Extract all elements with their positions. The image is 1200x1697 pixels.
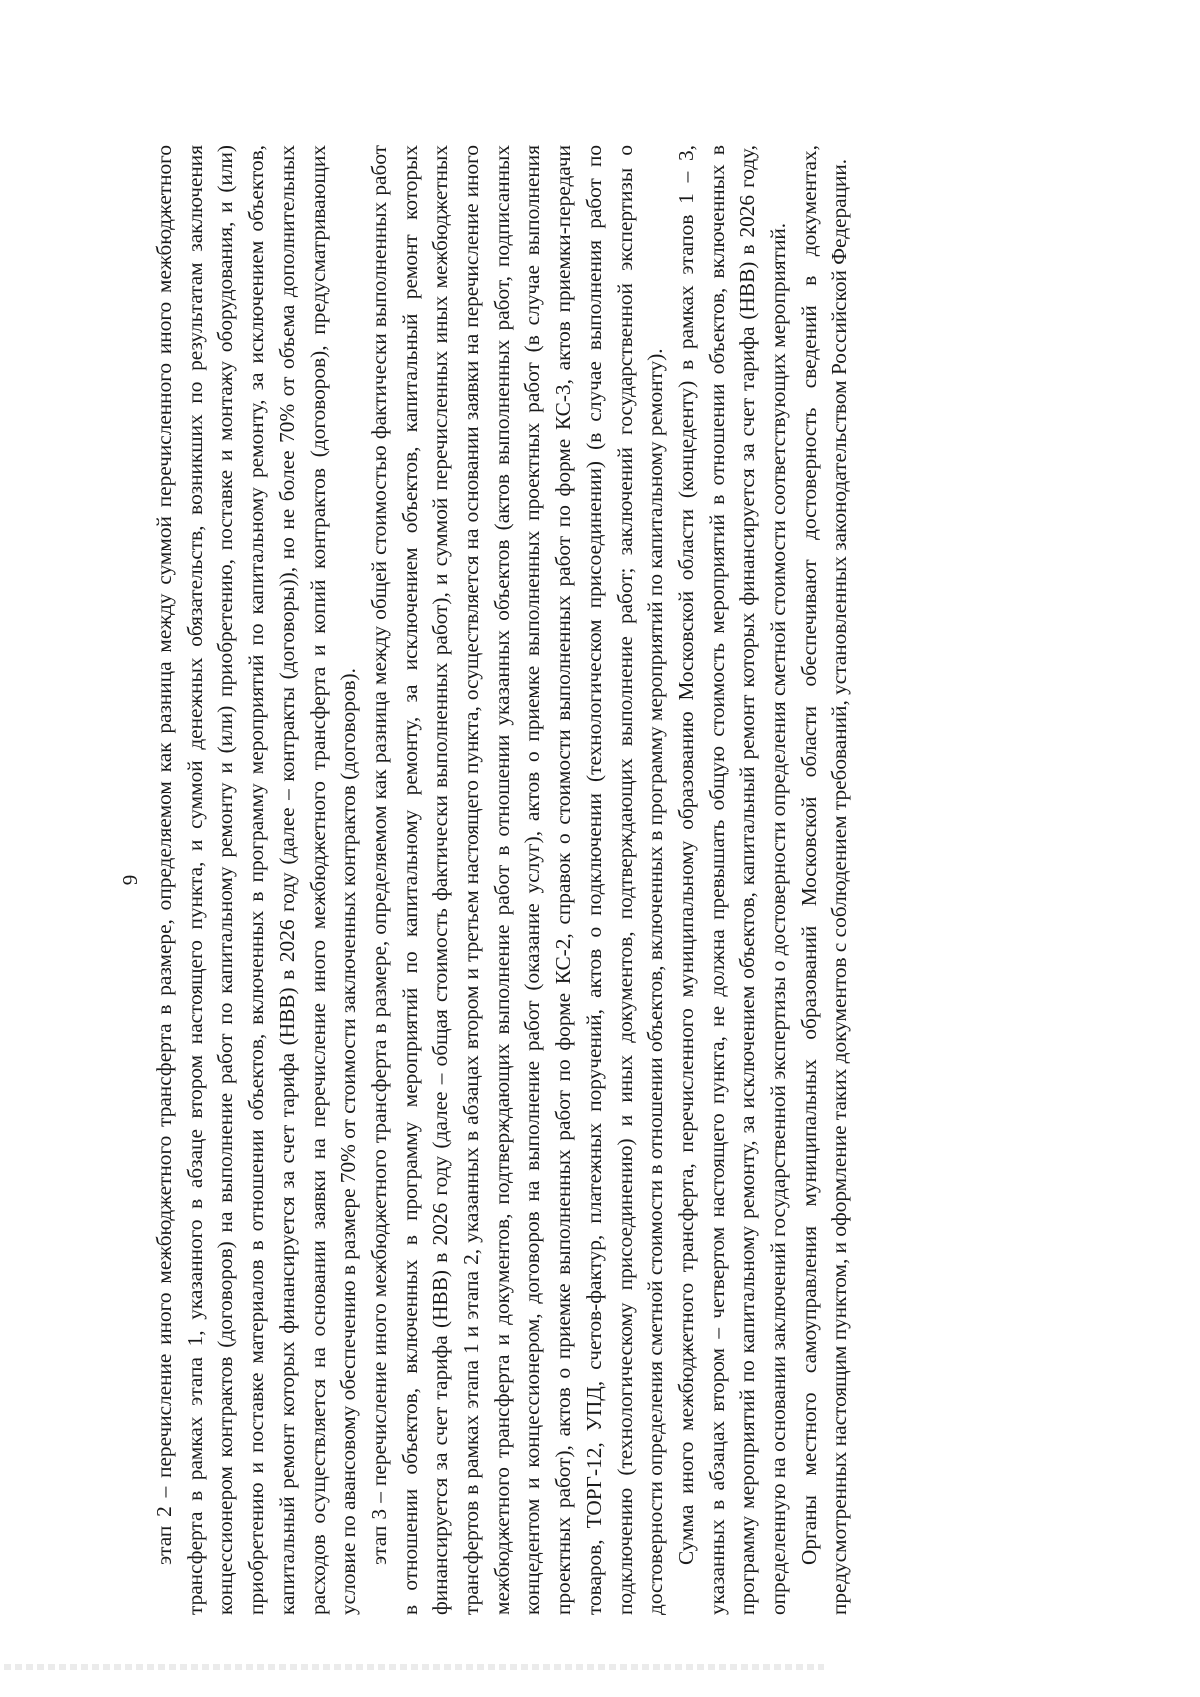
rotated-text-block — [120, 145, 1080, 1615]
paragraph-transfer-sum: Сумма иного межбюджетного трансферта, перечисленного муниципальному образованию Московской области (концеденту) в рамках этапов 1 – 3, указанных в абзацах втором – четвертом настоящего пункта, не должна превышать общую стоимость мероприятий в отношении объектов, включенных в программу мероприятий по капитальному ремонту, за исключением объектов, капитальный ремонт которых финансируется за счет тарифа (НВВ) в 2026 году, определенную на основании заключений государственной экспертизы о достоверности определения сметной стоимости соответствующих мероприятий. — [673, 145, 791, 1615]
scan-edge-artifact — [4, 1664, 824, 1670]
page-number: 9 — [118, 874, 142, 886]
body-text — [149, 145, 855, 1615]
paragraph-stage-3: этап 3 – перечисление иного межбюджетного трансферта в размере, определяемом как разница между общей стоимостью фактически выполненных работ в отношении объектов, включенных в программу мероприятий по капитальному ремонту, за исключением объектов, капитальный ремонт которых финансируется за счет тарифа (НВВ) в 2026 году (далее – общая стоимость фактически выполненных работ), и суммой перечисленных иных межбюджетных трансфертов в рамках этапа 1 и этапа 2, указанных в абзацах втором и третьем настоящего пункта, осуществляется на основании заявки на перечисление иного межбюджетного трансферта и документов, подтверждающих выполнение работ в отношении указанных объектов (актов выполненных работ, подписанных концедентом и концессионером, договоров на выполнение работ (оказание услуг), актов о приемке выполненных проектных работ (в случае выполнения проектных работ), актов о приемке выполненных работ по форме КС-2, справок о стоимости выполненных работ по форме КС-3, актов приемки-передачи товаров, ТОРГ-12, УПД, счетов-фактур, платежных поручений, актов о подключении (технологическом присоединении) (в случае выполнения работ по подключению (технологическому присоединению) и иных документов, подтверждающих выполнение работ; заключений государственной экспертизы о достоверности определения сметной стоимости в отношении объектов, включенных в программу мероприятий по капитальному ремонту). — [366, 145, 668, 1615]
paragraph-local-authorities: Органы местного самоуправления муниципальных образований Московской области обеспечивают достоверность сведений в документах, предусмотренных настоящим пунктом, и оформление таких документов с соблюдением требований, установленных законодательством Российской Федерации. — [796, 145, 852, 1615]
paragraph-stage-2: этап 2 – перечисление иного межбюджетного трансферта в размере, определяемом как разница между суммой перечисленного иного межбюджетного трансферта в рамках этапа 1, указанного в абзаце втором настоящего пункта, и суммой денежных обязательств, возникших по результатам заключения концессионером контрактов (договоров) на выполнение работ по капитальному ремонту и (или) приобретению, поставке и монтажу оборудования, и (или) приобретению и поставке материалов в отношении объектов, включенных в программу мероприятий по капитальному ремонту, за исключением объектов, капитальный ремонт которых финансируется за счет тарифа (НВВ) в 2026 году (далее – контракты (договоры)), но не более 70% от объема дополнительных расходов осуществляется на основании заявки на перечисление иного межбюджетного трансферта и копий контрактов (договоров), предусматривающих условие по авансовому обеспечению в размере 70% от стоимости заключенных контрактов (договоров). — [152, 145, 361, 1615]
